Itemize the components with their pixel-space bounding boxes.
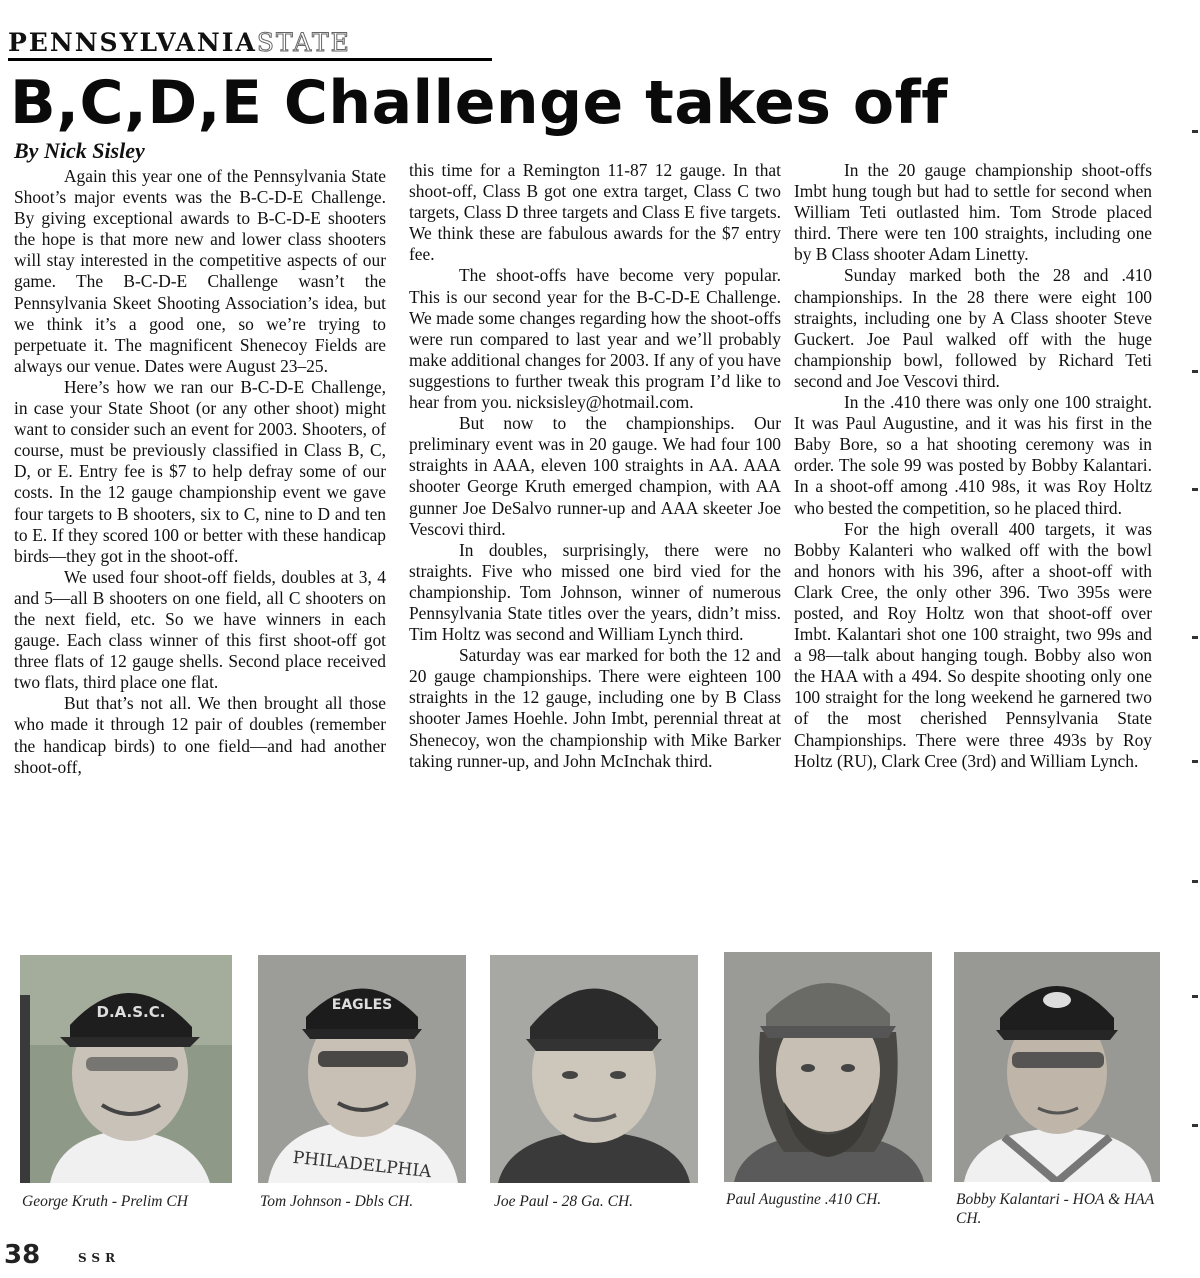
- article-column-3: [794, 160, 1152, 772]
- photo-tom-johnson: [258, 955, 466, 1183]
- paragraph: Again this year one of the Pennsylvania State Shoot’s major events was the B-C-D-E Challenge. By giving exceptional awards to B-C-D-E shooters the hope is that more new and lower class shooters will stay interested in the competitive aspects of our game. The B-C-D-E Challenge wasn’t the Pennsylvania Skeet Shooting Association’s idea, but we think it’s a good one, so we’re trying to perpetuate it. The magnificent Shenecoy Fields are always our venue. Dates were August 23–25.: [14, 166, 386, 376]
- scan-edge-mark: [1192, 880, 1198, 883]
- portrait-image: [954, 952, 1160, 1182]
- section-label-state: STATE: [256, 28, 351, 57]
- section-header: [8, 28, 492, 61]
- photo-caption: Tom Johnson - Dbls CH.: [260, 1193, 414, 1210]
- portrait-image: [258, 955, 466, 1183]
- paragraph: In doubles, surprisingly, there were no straights. Five who missed one bird vied for the championship. Tom Johnson, winner of numerous Pennsylvania State titles over the years, didn’t miss. Tim Holtz was second and William Lynch third.: [409, 539, 781, 645]
- photo-caption: Bobby Kalantari - HOA & HAA CH.: [956, 1191, 1154, 1227]
- scan-edge-mark: [1192, 636, 1198, 639]
- paragraph: Sunday marked both the 28 and .410 championships. In the 28 there were eight 100 straights, including one by A Class shooter Steve Guckert. Joe Paul walked off with the huge championship bowl, followed by Richard Teti second and Joe Vescovi third.: [794, 265, 1152, 391]
- paragraph: Here’s how we ran our B-C-D-E Challenge, in case your State Shoot (or any other shoot) might want to consider such an event for 2003. Shooters, of course, must be previously classified in Class B, C, D, or E. Entry fee is $7 to help defray some of our costs. In the 12 gauge championship event we gave four targets to B shooters, six to C, nine to D and ten to E. If they scored 100 or better with these handicap birds—they got in the shoot-off.: [14, 376, 386, 566]
- scan-edge-mark: [1192, 488, 1198, 491]
- portrait-image: [724, 952, 932, 1182]
- paragraph: In the 20 gauge championship shoot-offs Imbt hung tough but had to settle for second when William Teti outlasted him. Tom Strode placed third. There were ten 100 straights, including one by B Class shooter Adam Linetty.: [794, 160, 1152, 265]
- paragraph: Saturday was ear marked for both the 12 and 20 gauge championships. There were eighteen 100 straights in the 12 gauge, including one by B Class shooter James Hoehle. John Imbt, perennial threat at Shenecoy, won the championship with Mike Barker taking runner-up, and John McInchak third.: [409, 645, 781, 771]
- scan-edge-mark: [1192, 130, 1198, 133]
- scan-edge-mark: [1192, 995, 1198, 998]
- paragraph: We used four shoot-off fields, doubles at 3, 4 and 5—all B shooters on one field, all C shooters on the next field, etc. So we have winners in each gauge. Each class winner of this first shoot-off got three flats of 12 gauge shells. Second place received two flats, third place one flat.: [14, 566, 386, 693]
- paragraph: But that’s not all. We then brought all those who made it through 12 pair of doubles (remember the handicap birds) to one field—and had another shoot-off,: [14, 693, 386, 777]
- article-headline: B,C,D,E Challenge takes off: [10, 68, 948, 138]
- cap-lettering: D.A.S.C.: [96, 1003, 166, 1021]
- paragraph: In the .410 there was only one 100 straight. It was Paul Augustine, and it was his first in the Baby Bore, so a hat shooting ceremony was in order. The sole 99 was posted by Bobby Kalantari. In a shoot-off among .410 98s, it was Roy Holtz who bested the competition, so he placed third.: [794, 392, 1152, 518]
- shirt-lettering: PHILADELPHIA: [291, 1147, 433, 1183]
- portrait-image: [20, 955, 232, 1183]
- article-byline: By Nick Sisley: [14, 138, 145, 163]
- publication-name: SSR: [78, 1251, 121, 1265]
- section-label-pennsylvania: PENNSYLVANIA: [8, 28, 257, 57]
- article-column-1: [14, 166, 386, 778]
- photo-joe-paul: [490, 955, 698, 1183]
- photo-paul-augustine: [724, 952, 932, 1182]
- paragraph: The shoot-offs have become very popular. This is our second year for the B-C-D-E Challenge. We made some changes regarding how the shoot-offs were run compared to last year and we’ll probably make additional changes for 2003. If any of you have suggestions to further tweak this program I’d like to hear from you. nicksisley@hotmail.com.: [409, 265, 781, 413]
- portrait-image: [490, 955, 698, 1183]
- scan-edge-mark: [1192, 1124, 1198, 1127]
- article-column-2: [409, 160, 781, 772]
- photo-george-kruth: [20, 955, 232, 1183]
- cap-lettering: EAGLES: [331, 997, 393, 1013]
- paragraph: But now to the championships. Our preliminary event was in 20 gauge. We had four 100 straights in AAA, eleven 100 straights in AA. AAA shooter George Kruth emerged champion, with AA gunner Joe DeSalvo runner-up and AAA skeeter Joe Vescovi third.: [409, 413, 781, 539]
- scan-edge-mark: [1192, 760, 1198, 763]
- paragraph: this time for a Remington 11-87 12 gauge. In that shoot-off, Class B got one extra target, Class C two targets, Class D three targets and Class E five targets. We think these are fabulous awards for the $7 entry fee.: [409, 160, 781, 265]
- photo-bobby-kalantari: [954, 952, 1160, 1182]
- page-number: 38: [4, 1240, 41, 1270]
- photo-caption: Paul Augustine .410 CH.: [726, 1191, 882, 1208]
- photo-caption: Joe Paul - 28 Ga. CH.: [494, 1193, 634, 1210]
- photo-caption: George Kruth - Prelim CH: [22, 1193, 188, 1210]
- paragraph: For the high overall 400 targets, it was Bobby Kalanteri who walked off with the bowl and honors with his 396, after a shoot-off with Clark Cree, the only other 396. Two 395s were posted, and Roy Holtz won that shoot-off over Imbt. Kalantari shot one 100 straight, two 99s and a 98—talk about hanging tough. Bobby also won the HAA with a 494. So despite shooting only one 100 straight for the long weekend he garnered two of the most cherished Pennsylvania State Championships. There were three 493s by Roy Holtz (RU), Clark Cree (3rd) and William Lynch.: [794, 518, 1152, 771]
- scan-edge-mark: [1192, 370, 1198, 373]
